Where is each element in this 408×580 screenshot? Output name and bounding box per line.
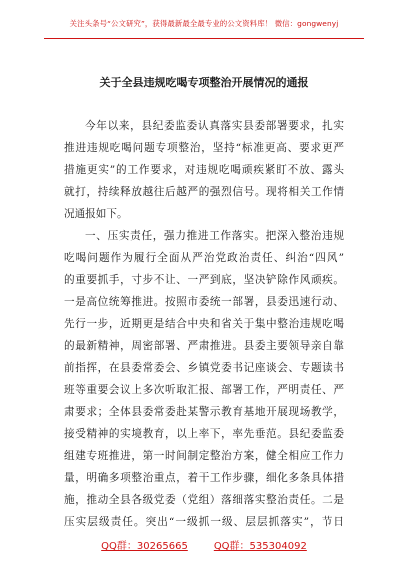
body-line: 肃要求；全体县委常委赴某警示教育基地开展现场教学，: [64, 406, 344, 418]
body-line: 就打，持续释放越往后越严的强烈信号。现将相关工作情: [64, 186, 344, 198]
body-line: 推进违规吃喝问题专项整治，坚持“标准更高、要求更严: [64, 142, 344, 154]
body-line: 前指挥，在县委常委会、乡镇党委书记座谈会、专题读书: [64, 362, 344, 374]
banner-divider: [44, 38, 364, 39]
body-line: 一、压实责任，强力推进工作落实。把深入整治违规: [85, 230, 344, 242]
document-body: [64, 115, 344, 533]
body-line: 量，明确多项整治重点，着干工作步骤，细化多条具体措: [64, 472, 344, 484]
document-title: 关于全县违规吃喝专项整治开展情况的通报: [99, 76, 309, 89]
body-line: 今年以来，县纪委监委认真落实县委部署要求，扎实: [85, 120, 344, 132]
body-line: 接受精神的实境教育，以上率下，率先垂范。县纪委监委: [64, 428, 344, 440]
top-banner: 关注头条号“公文研究”，获得最新最全最专业的公文资料库！ 微信：gongwenyj: [69, 19, 339, 28]
body-line: 压实层级责任。突出“一级抓一级、层层抓落实”，节日: [64, 516, 344, 528]
body-line: 班等重要会议上多次听取汇报、部署工作，严明责任、严: [64, 384, 344, 396]
body-line: 组建专班推进，第一时间制定整治方案，健全相应工作力: [64, 450, 344, 462]
footer-qq-group-2[interactable]: QQ群：535304092: [213, 541, 307, 552]
body-line: 况通报如下。: [64, 208, 128, 220]
body-line: 吃喝问题作为履行全面从严治党政治责任、纠治“四风”: [64, 252, 344, 264]
body-line: 的最新精神，周密部署、严肃推进。县委主要领导亲自靠: [64, 340, 344, 352]
body-line: 措施更实”的工作要求，对违规吃喝顽疾紧盯不放、露头: [64, 164, 344, 176]
footer-qq-group-1[interactable]: QQ群：30265665: [101, 541, 188, 552]
body-line: 一是高位统筹推进。按照市委统一部署，县委迅速行动、: [64, 296, 344, 308]
body-line: 先行一步，近期更是结合中央和省关于集中整治违规吃喝: [64, 318, 344, 330]
body-line: 的重要抓手，寸步不让、一严到底，坚决铲除作风顽疾。: [64, 274, 344, 286]
body-line: 施，推动全县各级党委（党组）落细落实整治责任。二是: [64, 494, 344, 506]
footer: [0, 537, 408, 552]
